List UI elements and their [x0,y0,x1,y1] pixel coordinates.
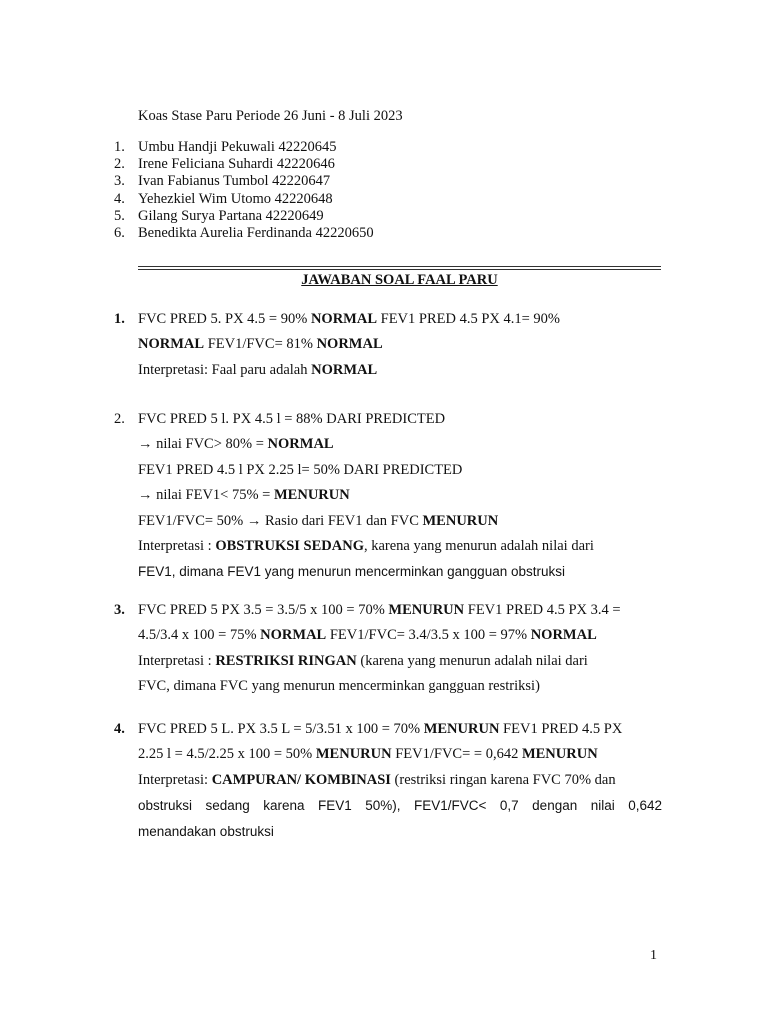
divider-line [138,266,661,267]
section-title: JAWABAN SOAL FAAL PARU [301,272,498,288]
answer-number: 4. [114,721,125,737]
answer-4: 4. FVC PRED 5 L. PX 3.5 L = 5/3.51 x 100 = 70% MENURUN FEV1 PRED 4.5 PX 2.25 l = 4.5/2.25 x 100 = 50% MENURUN FEV1/FVC= = 0,642 MENURUN Interpretasi: CAMPURAN/ KOMBINASI (restriksi ringan karena FVC 70% dan obstruksi sedang karena FEV1 50%), FEV1/FVC< 0,7 dengan nilai 0,642 menandakan obstruksi [114,717,662,844]
list-item: 4. Yehezkiel Wim Utomo 42220648 [114,190,333,207]
answer-1: 1. FVC PRED 5. PX 4.5 = 90% NORMAL FEV1 PRED 4.5 PX 4.1= 90% NORMAL FEV1/FVC= 81% NORMAL Interpretasi: Faal paru adalah NORMAL [114,307,662,383]
page-number: 1 [650,948,657,963]
answer-3: 3. FVC PRED 5 PX 3.5 = 3.5/5 x 100 = 70% MENURUN FEV1 PRED 4.5 PX 3.4 = 4.5/3.4 x 100 = 75% NORMAL FEV1/FVC= 3.4/3.5 x 100 = 97% NORMAL Interpretasi : RESTRIKSI RINGAN (karena yang menurun adalah nilai dari FVC, dimana FVC yang menurun mencerminkan gangguan restriksi) [114,598,662,700]
list-item: 6. Benedikta Aurelia Ferdinanda 42220650 [114,224,374,241]
answer-number: 2. [114,411,125,427]
answer-2: 2. FVC PRED 5 l. PX 4.5 l = 88% DARI PREDICTED → nilai FVC> 80% = NORMAL FEV1 PRED 4.5 l PX 2.25 l= 50% DARI PREDICTED → nilai FEV1< 75% = MENURUN FEV1/FVC= 50% → Rasio dari FEV1 dan FVC MENURUN Interpretasi : OBSTRUKSI SEDANG, karena yang menurun adalah nilai dari FEV1, dimana FEV1 yang menurun mencerminkan gangguan obstruksi [114,407,662,585]
list-item: 3. Ivan Fabianus Tumbol 42220647 [114,173,331,190]
answer-number: 1. [114,311,125,327]
list-item: 1. Umbu Handji Pekuwali 42220645 [114,139,337,155]
document-header: Koas Stase Paru Periode 26 Juni - 8 Juli 2023 [138,108,403,124]
divider-line [138,269,661,270]
member-list [114,139,374,242]
answer-number: 3. [114,602,125,618]
list-item: 2. Irene Feliciana Suhardi 42220646 [114,156,335,173]
list-item: 5. Gilang Surya Partana 42220649 [114,207,324,224]
